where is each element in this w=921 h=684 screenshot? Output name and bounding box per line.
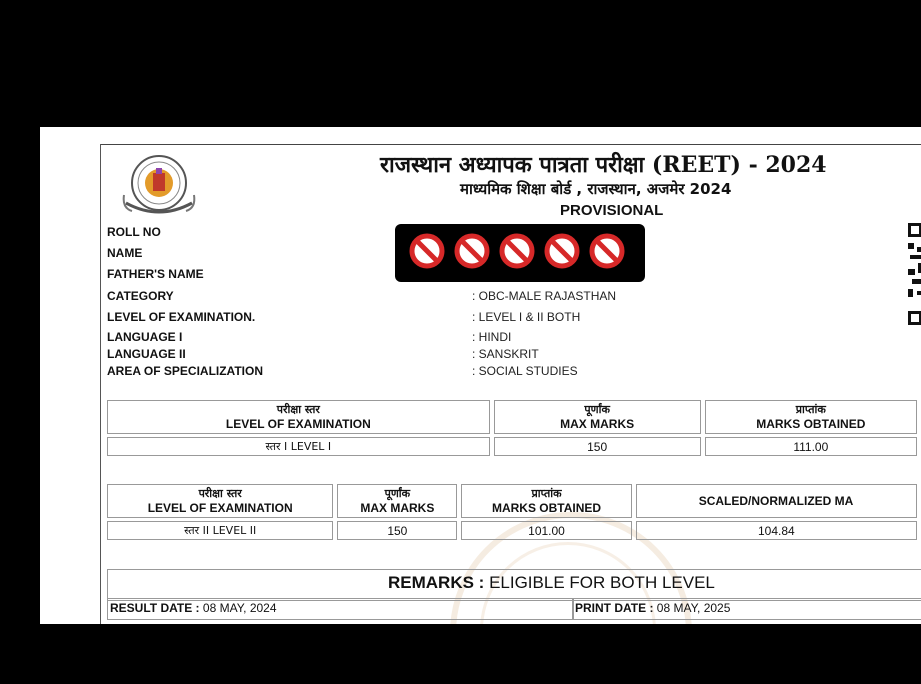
father-name-label: FATHER'S NAME bbox=[107, 267, 204, 281]
table2-max-cell: 150 bbox=[337, 521, 457, 540]
result-sheet bbox=[40, 127, 921, 624]
specialization-value: : SOCIAL STUDIES bbox=[472, 364, 578, 378]
prohibited-icon bbox=[544, 233, 580, 269]
table2-level-header: परीक्षा स्तर LEVEL OF EXAMINATION bbox=[107, 484, 333, 518]
table2-max-header: पूर्णांक MAX MARKS bbox=[337, 484, 457, 518]
level2-marks-table bbox=[103, 481, 921, 543]
table1-max-cell: 150 bbox=[494, 437, 701, 456]
table2-obtained-header: प्राप्तांक MARKS OBTAINED bbox=[461, 484, 631, 518]
left-border bbox=[100, 144, 101, 624]
name-label: NAME bbox=[107, 246, 143, 260]
language1-value: : HINDI bbox=[472, 330, 512, 344]
print-date-label: PRINT DATE : bbox=[575, 601, 654, 615]
result-date bbox=[110, 601, 277, 615]
prohibited-icon bbox=[589, 233, 625, 269]
provisional-label: PROVISIONAL bbox=[560, 202, 664, 219]
remarks-line bbox=[388, 573, 715, 593]
table1-level-cell: स्तर I LEVEL I bbox=[107, 437, 490, 456]
result-date-label: RESULT DATE : bbox=[110, 601, 200, 615]
level-label: LEVEL OF EXAMINATION. bbox=[107, 310, 256, 324]
prohibited-icon bbox=[499, 233, 535, 269]
language1-label: LANGUAGE I bbox=[107, 330, 183, 344]
table2-scaled-header: SCALED/NORMALIZED MA bbox=[636, 484, 917, 518]
level-value: : LEVEL I & II BOTH bbox=[472, 310, 581, 324]
print-date-value: 08 MAY, 2025 bbox=[653, 601, 731, 615]
category-value: : OBC-MALE RAJASTHAN bbox=[472, 289, 617, 303]
table2-level-cell: स्तर II LEVEL II bbox=[107, 521, 333, 540]
language2-label: LANGUAGE II bbox=[107, 347, 186, 361]
language2-value: : SANSKRIT bbox=[472, 347, 539, 361]
table1-max-header: पूर्णांक MAX MARKS bbox=[494, 400, 701, 434]
table1-level-header: परीक्षा स्तर LEVEL OF EXAMINATION bbox=[107, 400, 490, 434]
qr-code-icon bbox=[908, 223, 921, 329]
board-emblem-icon bbox=[120, 153, 198, 217]
prohibited-icon bbox=[454, 233, 490, 269]
specialization-label: AREA OF SPECIALIZATION bbox=[107, 364, 263, 378]
table1-obtained-header: प्राप्तांक MARKS OBTAINED bbox=[705, 400, 917, 434]
level1-marks-table bbox=[103, 397, 921, 459]
table1-obtained-cell: 111.00 bbox=[705, 437, 917, 456]
category-label: CATEGORY bbox=[107, 289, 174, 303]
remarks-value: ELIGIBLE FOR BOTH LEVEL bbox=[484, 573, 715, 592]
table2-scaled-cell: 104.84 bbox=[636, 521, 917, 540]
board-subtitle: माध्यमिक शिक्षा बोर्ड , राजस्थान, अजमेर 2024 bbox=[460, 180, 732, 198]
exam-title: राजस्थान अध्यापक पात्रता परीक्षा (REET) - 2024 bbox=[380, 152, 827, 178]
top-border bbox=[100, 144, 921, 145]
remarks-label: REMARKS : bbox=[388, 573, 485, 592]
roll-no-label: ROLL NO bbox=[107, 225, 161, 239]
prohibited-icon bbox=[409, 233, 445, 269]
redaction-box bbox=[395, 224, 645, 282]
print-date bbox=[575, 601, 730, 615]
result-date-value: 08 MAY, 2024 bbox=[199, 601, 277, 615]
table2-obtained-cell: 101.00 bbox=[461, 521, 631, 540]
